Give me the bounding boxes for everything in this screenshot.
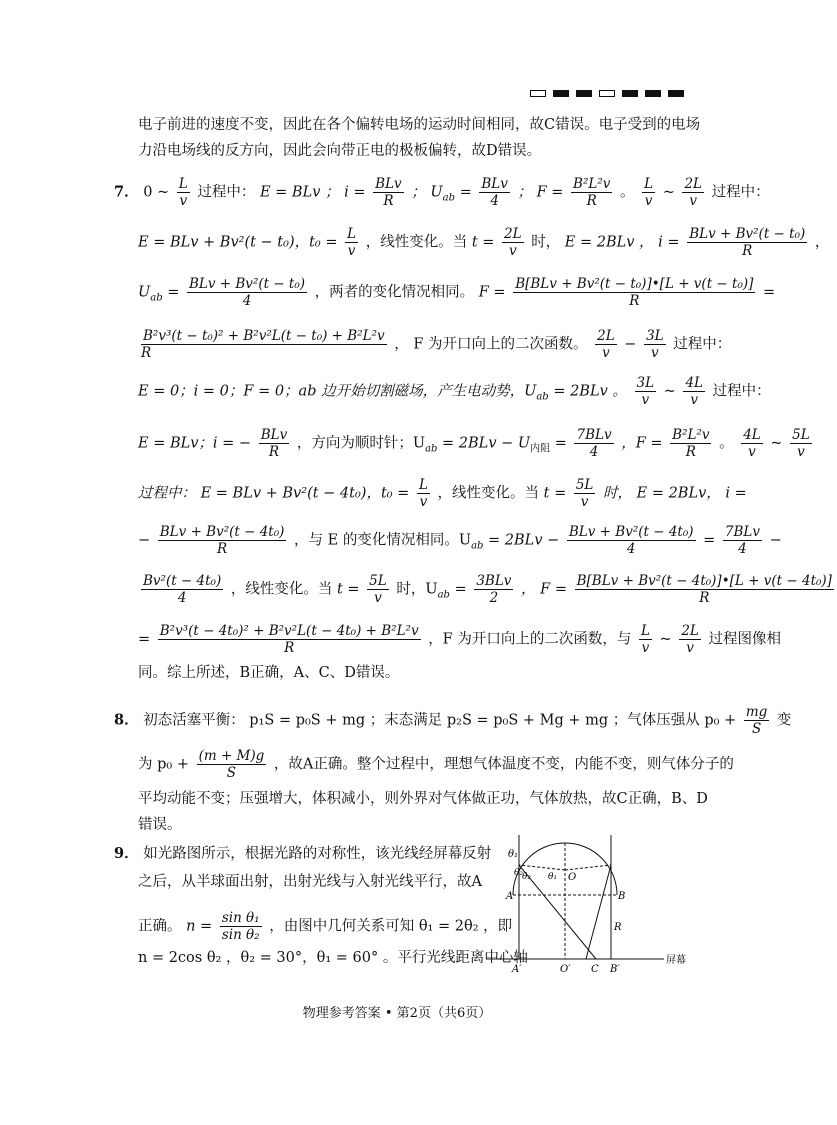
- formula: E = BLv ；: [259, 184, 340, 201]
- page-footer: 物理参考答案 • 第2页（共6页）: [302, 1006, 492, 1021]
- fraction: [723, 524, 762, 557]
- text: 过程中：: [673, 336, 732, 353]
- point-a-label: A: [506, 891, 514, 902]
- question-number: 8．: [114, 711, 139, 729]
- fraction: [682, 176, 704, 209]
- numerator: 3L: [636, 375, 655, 391]
- formula: 时， E = 2BLv， i =: [603, 485, 747, 502]
- question-number: 7．: [114, 183, 139, 201]
- text: 初态活塞平衡： p₁S = p₀S + mg ；末态满足 p₂S = p₀S + Mg + mg ；气体压强从 p₀ +: [143, 712, 737, 729]
- text: n = 2cos θ₂ ，θ₂ = 30°，θ₁ = 60° 。平行光线距离中心轴: [138, 950, 528, 966]
- text: ~: [770, 435, 783, 452]
- formula: 过程中： E = BLv + Bv²(t − 4t₀)，t₀ =: [138, 485, 410, 502]
- fraction: [595, 328, 617, 361]
- header-mark: [576, 90, 592, 97]
- fraction: [635, 375, 657, 408]
- text: =: [763, 284, 776, 301]
- text: ，F 为开口向上的二次函数，与: [428, 631, 632, 648]
- formula: t =: [543, 485, 567, 502]
- numerator: B[BLv + Bv²(t − 4t₀)]•[L + v(t − 4t₀)]: [576, 573, 832, 589]
- point-b-label: B: [618, 891, 626, 902]
- denominator: 4: [177, 590, 187, 606]
- header-mark: [553, 90, 569, 97]
- numerator: 4L: [685, 375, 703, 391]
- text: −: [624, 336, 637, 353]
- denominator: R: [141, 345, 152, 361]
- numerator: 2L: [684, 176, 703, 192]
- text: 电子前进的速度不变，因此在各个偏转电场的运动时间相同，故C错误。电子受到的电场: [138, 117, 701, 133]
- denominator: v: [508, 243, 517, 259]
- fraction: [687, 226, 807, 259]
- formula: i =: [344, 184, 366, 201]
- denominator: v: [419, 494, 428, 510]
- question-number: 9．: [114, 845, 139, 862]
- numerator: 2L: [681, 623, 699, 639]
- text: 同。综上所述，B正确，A、C、D错误。: [138, 665, 400, 681]
- text: 。: [719, 435, 734, 452]
- q7-line-8: [138, 524, 782, 557]
- fraction: [639, 623, 652, 656]
- fraction: [744, 704, 769, 737]
- fraction: [197, 748, 267, 781]
- numerator: 3BLv: [476, 573, 512, 589]
- q8-line-3: [138, 790, 708, 808]
- header-mark: [530, 90, 546, 97]
- numerator: B[BLv + Bv²(t − t₀)]•[L + v(t − t₀)]: [515, 276, 754, 292]
- formula: U: [138, 284, 151, 301]
- denominator: v: [179, 193, 188, 209]
- numerator: B²v³(t − t₀)² + B²v²L(t − t₀) + B²L²v: [143, 328, 385, 344]
- numerator: BLv: [260, 427, 288, 443]
- subscript: ab: [536, 391, 549, 403]
- screen-label: 屏幕: [666, 955, 686, 966]
- formula: F =: [478, 284, 506, 301]
- fraction: [575, 573, 834, 606]
- formula: t =: [336, 581, 360, 598]
- numerator: BLv: [375, 176, 402, 192]
- denominator: 4: [626, 541, 636, 557]
- fraction: [474, 573, 513, 606]
- formula: = 2BLv − U: [442, 435, 531, 452]
- numerator: L: [418, 477, 428, 493]
- numerator: mg: [745, 704, 768, 720]
- fraction: [177, 176, 190, 209]
- q7-line-11: [138, 664, 399, 682]
- fraction: [187, 276, 307, 309]
- denominator: R: [629, 293, 640, 309]
- formula: E = 2BLv ，: [564, 234, 654, 251]
- fraction: [574, 477, 596, 510]
- text: =: [703, 532, 716, 549]
- fraction: [479, 176, 510, 209]
- text: 0 ~: [143, 184, 170, 201]
- text: ，方向为顺时针；U: [296, 435, 426, 452]
- numerator: L: [347, 226, 357, 242]
- reflected-ray: [586, 865, 611, 959]
- formula: E = BLv + Bv²(t − t₀)，t₀ =: [138, 234, 338, 251]
- numerator: 7BLv: [724, 524, 761, 540]
- denominator: S: [226, 765, 237, 781]
- text: ~: [663, 383, 676, 400]
- denominator: R: [268, 444, 280, 460]
- text: ，线性变化。当: [365, 234, 468, 251]
- denominator: v: [797, 444, 805, 460]
- denominator: S: [751, 721, 762, 737]
- q7-line-3: [138, 276, 775, 309]
- text: 为 p₀ +: [138, 756, 189, 773]
- header-mark: [668, 90, 684, 97]
- denominator: R: [586, 193, 597, 209]
- formula: ； U: [411, 184, 443, 201]
- denominator: v: [602, 345, 610, 361]
- text: −: [138, 532, 151, 549]
- formula: ； F =: [517, 184, 564, 201]
- q7-line-1: [114, 176, 770, 209]
- numerator: Bv²(t − 4t₀): [143, 573, 222, 589]
- text: 错误。: [138, 817, 182, 833]
- numerator: sin θ₁: [221, 910, 260, 926]
- numerator: BLv + Bv²(t − 4t₀): [159, 524, 285, 540]
- denominator: R: [383, 193, 394, 209]
- fraction: [790, 427, 812, 460]
- fraction: [574, 427, 613, 460]
- numerator: L: [640, 623, 650, 639]
- fraction: [367, 573, 389, 606]
- fraction: [513, 276, 755, 309]
- formula: n =: [186, 918, 213, 935]
- point-c-label: C: [591, 964, 599, 975]
- point-o-prime-label: O′: [560, 964, 571, 975]
- theta2-label-2: θ₂: [514, 868, 524, 878]
- fraction: [502, 226, 524, 259]
- numerator: 5L: [575, 477, 594, 493]
- denominator: v: [690, 392, 699, 408]
- numerator: L: [178, 176, 188, 192]
- subscript: 内阻: [530, 443, 551, 455]
- denominator: R: [699, 590, 710, 606]
- q9-line-4: [138, 949, 528, 967]
- fraction: [642, 176, 655, 209]
- fraction: [644, 328, 666, 361]
- subscript: ab: [437, 589, 450, 601]
- text: 如光路图所示，根据光路的对称性，该光线经屏幕反射: [143, 846, 492, 862]
- normal-line: [519, 865, 565, 870]
- formula: ， F =: [521, 581, 567, 598]
- text: ，与 E 的变化情况相同。U: [294, 532, 472, 549]
- denominator: sin θ₂: [221, 927, 260, 943]
- numerator: (m + M)g: [198, 748, 265, 764]
- denominator: v: [374, 590, 382, 606]
- q8-line-1: [114, 704, 791, 737]
- text: ， F 为开口向上的二次函数。: [394, 336, 588, 353]
- formula: E = 0；i = 0；F = 0；ab 边开始切割磁场，产生电动势，U: [138, 383, 537, 400]
- paragraph-line: [138, 142, 541, 160]
- fraction: [679, 623, 701, 656]
- numerator: BLv + Bv²(t − 4t₀): [568, 524, 694, 540]
- denominator: v: [641, 640, 650, 656]
- numerator: 5L: [792, 427, 810, 443]
- q8-line-4: [138, 816, 182, 834]
- numerator: L: [644, 176, 654, 192]
- text: =: [554, 435, 567, 452]
- text: =: [454, 581, 467, 598]
- q8-line-2: [138, 748, 734, 781]
- denominator: R: [217, 541, 228, 557]
- denominator: 4: [589, 444, 599, 460]
- formula: E = BLv；i = −: [138, 435, 252, 452]
- denominator: 4: [490, 193, 499, 209]
- fraction: [417, 477, 430, 510]
- numerator: 2L: [597, 328, 615, 344]
- radius-label: R: [614, 922, 622, 933]
- text: ，: [814, 234, 830, 251]
- q7-line-2: [138, 226, 829, 259]
- fraction: [220, 910, 262, 943]
- text: ~: [659, 631, 672, 648]
- formula: i =: [658, 234, 680, 251]
- text: 过程中：: [711, 184, 770, 201]
- denominator: v: [644, 193, 653, 209]
- q7-line-6: [138, 427, 815, 460]
- normal-line-2: [565, 865, 611, 870]
- optical-path-diagram: [486, 835, 698, 973]
- numerator: 3L: [646, 328, 664, 344]
- denominator: v: [686, 640, 694, 656]
- text: 。: [620, 184, 635, 201]
- header-mark: [645, 90, 661, 97]
- paragraph-line: [138, 116, 700, 134]
- text: 过程中：: [712, 383, 771, 400]
- fraction: [571, 176, 612, 209]
- denominator: v: [651, 345, 659, 361]
- q7-line-5: [138, 375, 771, 408]
- text: =: [167, 284, 180, 301]
- denominator: v: [580, 494, 589, 510]
- denominator: R: [742, 243, 753, 259]
- q9-line-3: [138, 910, 512, 943]
- text: 正确。: [138, 918, 182, 935]
- fraction: [158, 524, 287, 557]
- fraction: [141, 328, 387, 361]
- fraction: [345, 226, 358, 259]
- header-mark: [599, 90, 615, 97]
- header-mark: [622, 90, 638, 97]
- q7-line-9: [138, 573, 837, 606]
- formula: = 2BLv 。: [553, 383, 627, 400]
- text: =: [138, 631, 151, 648]
- text: −: [769, 532, 782, 549]
- fraction: [373, 176, 404, 209]
- q9-line-2: [138, 873, 482, 891]
- text: 力沿电场线的反方向，因此会向带正电的极板偏转，故D错误。: [138, 143, 542, 159]
- point-o-label: O: [568, 872, 577, 883]
- fraction: [567, 524, 696, 557]
- formula: = 2BLv −: [488, 532, 560, 549]
- text: ，由图中几何关系可知 θ₁ = 2θ₂ ，即: [269, 918, 513, 935]
- text: 平均动能不变；压强增大，体积减小，则外界对气体做正功，气体放热，故C正确，B、D: [138, 791, 708, 807]
- denominator: 2: [489, 590, 499, 606]
- text: ，两者的变化情况相同。: [314, 284, 475, 301]
- subscript: ab: [425, 443, 438, 455]
- numerator: B²v³(t − 4t₀)² + B²v²L(t − 4t₀) + B²L²v: [159, 623, 419, 639]
- q7-line-4: [138, 328, 731, 361]
- formula: ，F =: [621, 435, 663, 452]
- fraction: [683, 375, 705, 408]
- subscript: ab: [442, 192, 455, 204]
- fraction: [670, 427, 711, 460]
- text: ~: [662, 184, 675, 201]
- theta1-label: θ₁: [508, 849, 519, 860]
- denominator: v: [347, 243, 356, 259]
- formula: t =: [471, 234, 495, 251]
- point-b-prime-label: B′: [610, 964, 620, 975]
- text: 过程图像相: [708, 631, 781, 648]
- text: =: [459, 184, 472, 201]
- header-marks: [530, 90, 684, 97]
- fraction: [158, 623, 421, 656]
- text: 时，: [531, 234, 561, 251]
- denominator: R: [284, 640, 295, 656]
- numerator: 5L: [369, 573, 387, 589]
- text: ，故A正确。整个过程中，理想气体温度不变，内能不变，则气体分子的: [273, 756, 734, 773]
- text: ，线性变化。当: [230, 581, 333, 598]
- numerator: 4L: [743, 427, 761, 443]
- fraction: [741, 427, 763, 460]
- text: 时，U: [396, 581, 438, 598]
- q7-line-10: [138, 623, 781, 656]
- denominator: v: [641, 392, 650, 408]
- denominator: 4: [738, 541, 747, 557]
- theta2-label: θ₂: [522, 872, 532, 882]
- text: 之后，从半球面出射，出射光线与入射光线平行，故A: [138, 874, 482, 890]
- numerator: B²L²v: [672, 427, 710, 443]
- denominator: v: [689, 193, 698, 209]
- denominator: v: [748, 444, 756, 460]
- fraction: [141, 573, 223, 606]
- numerator: 7BLv: [576, 427, 612, 443]
- denominator: R: [685, 444, 696, 460]
- q9-line-1: [114, 845, 491, 863]
- fraction: [259, 427, 290, 460]
- q7-line-7: [138, 477, 747, 510]
- numerator: BLv: [481, 176, 508, 192]
- text: 变: [776, 712, 792, 729]
- subscript: ab: [471, 540, 484, 552]
- numerator: 2L: [504, 226, 522, 242]
- subscript: ab: [150, 292, 163, 304]
- numerator: BLv + Bv²(t − t₀): [689, 226, 806, 242]
- text: ，线性变化。当: [437, 485, 540, 502]
- numerator: B²L²v: [573, 176, 611, 192]
- denominator: 4: [242, 293, 252, 309]
- point-a-prime-label: A′: [512, 964, 522, 975]
- text: 过程中：: [197, 184, 256, 201]
- numerator: BLv + Bv²(t − t₀): [188, 276, 306, 292]
- theta1-label-2: θ₁: [548, 872, 558, 882]
